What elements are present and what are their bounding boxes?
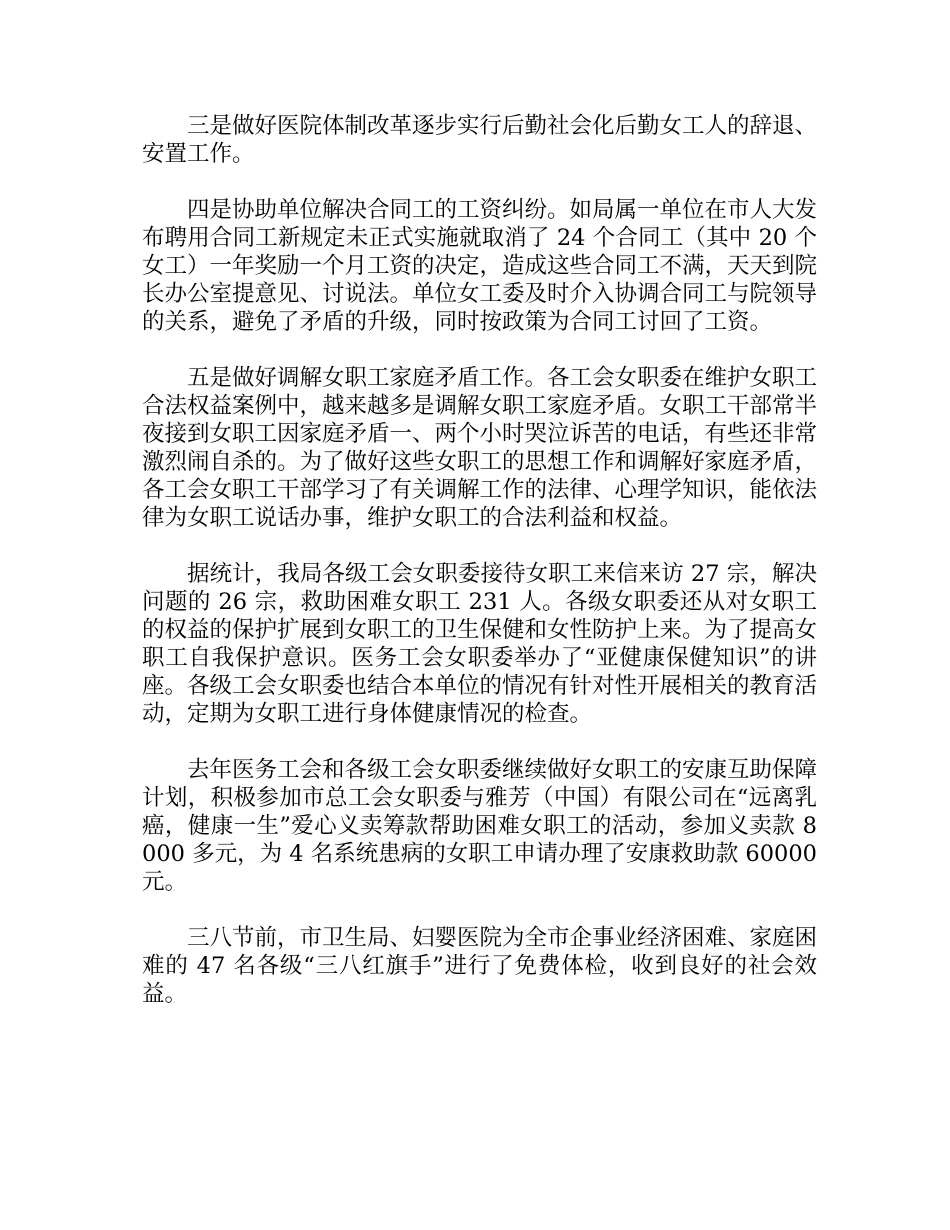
paragraph-5: 去年医务工会和各级工会女职委继续做好女职工的安康互助保障计划，积极参加市总工会女职委与雅芳（中国）有限公司在“远离乳癌，健康一生”爱心义卖筹款帮助困难女职工的活动，参加义卖款 8000 多元，为 4 名系统患病的女职工申请办理了安康救助款 60000 元。 [142,757,818,895]
paragraph-1: 三是做好医院体制改革逐步实行后勤社会化后勤女工人的辞退、安置工作。 [142,113,818,167]
document-page [142,112,817,1036]
paragraph-6: 三八节前，市卫生局、妇婴医院为全市企事业经济困难、家庭困难的 47 名各级“三八红旗手”进行了免费体检，收到良好的社会效益。 [142,925,818,1007]
paragraph-4: 据统计，我局各级工会女职委接待女职工来信来访 27 宗，解决问题的 26 宗，救助困难女职工 231 人。各级女职委还从对女职工的权益的保护扩展到女职工的卫生保健和女性防护上来。为了提高女职工自我保护意识。医务工会女职委举办了“亚健康保健知识”的讲座。各级工会女职委也结合本单位的情况有针对性开展相关的教育活动，定期为女职工进行身体健康情况的检查。 [142,561,818,727]
paragraph-3: 五是做好调解女职工家庭矛盾工作。各工会女职委在维护女职工合法权益案例中，越来越多是调解女职工家庭矛盾。女职工干部常半夜接到女职工因家庭矛盾一、两个小时哭泣诉苦的电话，有些还非常激烈闹自杀的。为了做好这些女职工的思想工作和调解好家庭矛盾，各工会女职工干部学习了有关调解工作的法律、心理学知识，能依法律为女职工说话办事，维护女职工的合法利益和权益。 [142,365,818,531]
paragraph-2: 四是协助单位解决合同工的工资纠纷。如局属一单位在市人大发布聘用合同工新规定未正式实施就取消了 24 个合同工（其中 20 个女工）一年奖励一个月工资的决定，造成这些合同工不满，天天到院长办公室提意见、讨说法。单位女工委及时介入协调合同工与院领导的关系，避免了矛盾的升级，同时按政策为合同工讨回了工资。 [142,197,818,335]
